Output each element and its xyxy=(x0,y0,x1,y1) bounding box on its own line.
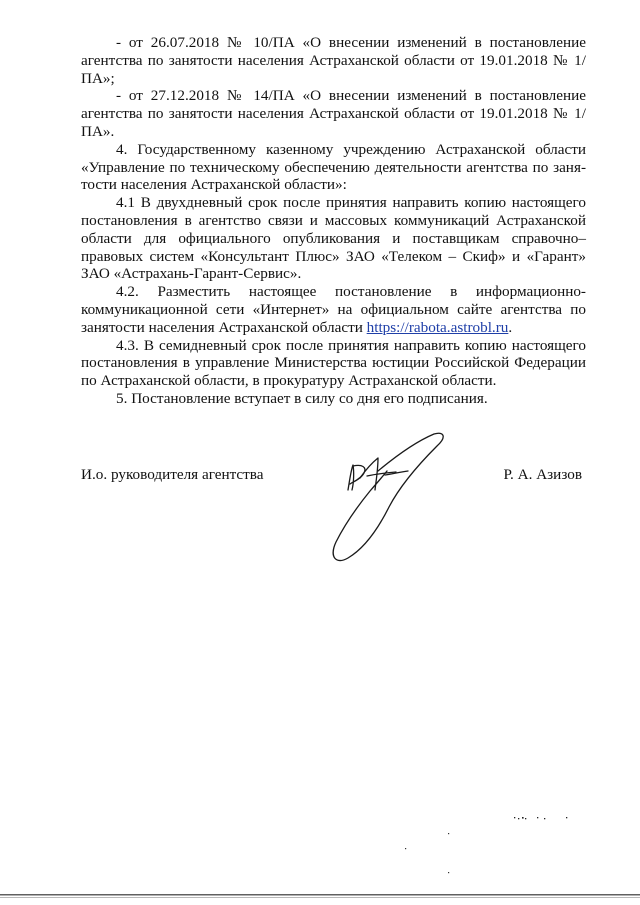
paragraph-item-4-1: 4.1 В двухдневный срок после принятия направить копию настоящего постановления в агентство связи и массовых коммуникаций Астраханской области для официального опубликования и поставщикам справочно–правовых систем «Консультант Плюс» ЗАО «Телеком – Скиф» и «Гарант» ЗАО «Астрахань-Гарант-Сервис». xyxy=(81,194,586,283)
paragraph-item-4-2-text: 4.2. Разместить настоящее постановление в информационно-коммуникационной сети «Интернет» на официальном сайте агентства по занятости населения Астраханской области xyxy=(81,283,586,336)
signatory-name: Р. А. Азизов xyxy=(503,466,582,483)
document-body xyxy=(81,34,586,408)
paragraph-item-4-2-suffix: . xyxy=(508,318,513,336)
paragraph-amendment-2: - от 27.12.2018 № 14/ПА «О внесении изменений в постановление агентства по занятости населения Астраханской области от 19.01.2018 № 1/ПА». xyxy=(81,87,586,140)
signatory-position: И.о. руководителя агентства xyxy=(81,466,264,483)
paragraph-item-5: 5. Постановление вступает в силу со дня его подписания. xyxy=(116,389,488,407)
paragraph-amendment-1: - от 26.07.2018 № 10/ПА «О внесении изменений в постановление агентства по занятости населения Астраханской области от 19.01.2018 № 1/ПА»; xyxy=(81,34,586,87)
paragraph-item-4-3: 4.3. В семидневный срок после принятия направить копию настоящего постановления в управление Министерства юстиции Российской Федерации по Астраханской области, в прокуратуру Астраханской области. xyxy=(81,336,586,390)
paragraph-item-4-2 xyxy=(81,283,586,336)
handwritten-signature xyxy=(320,428,456,574)
website-link[interactable]: https://rabota.astrobl.ru xyxy=(366,318,509,336)
paragraph-item-4: 4. Государственному казенному учреждению Астраханской области «Управление по техническому обеспечению деятельности агентства по занятости населения Астраханской области»: xyxy=(81,140,586,194)
